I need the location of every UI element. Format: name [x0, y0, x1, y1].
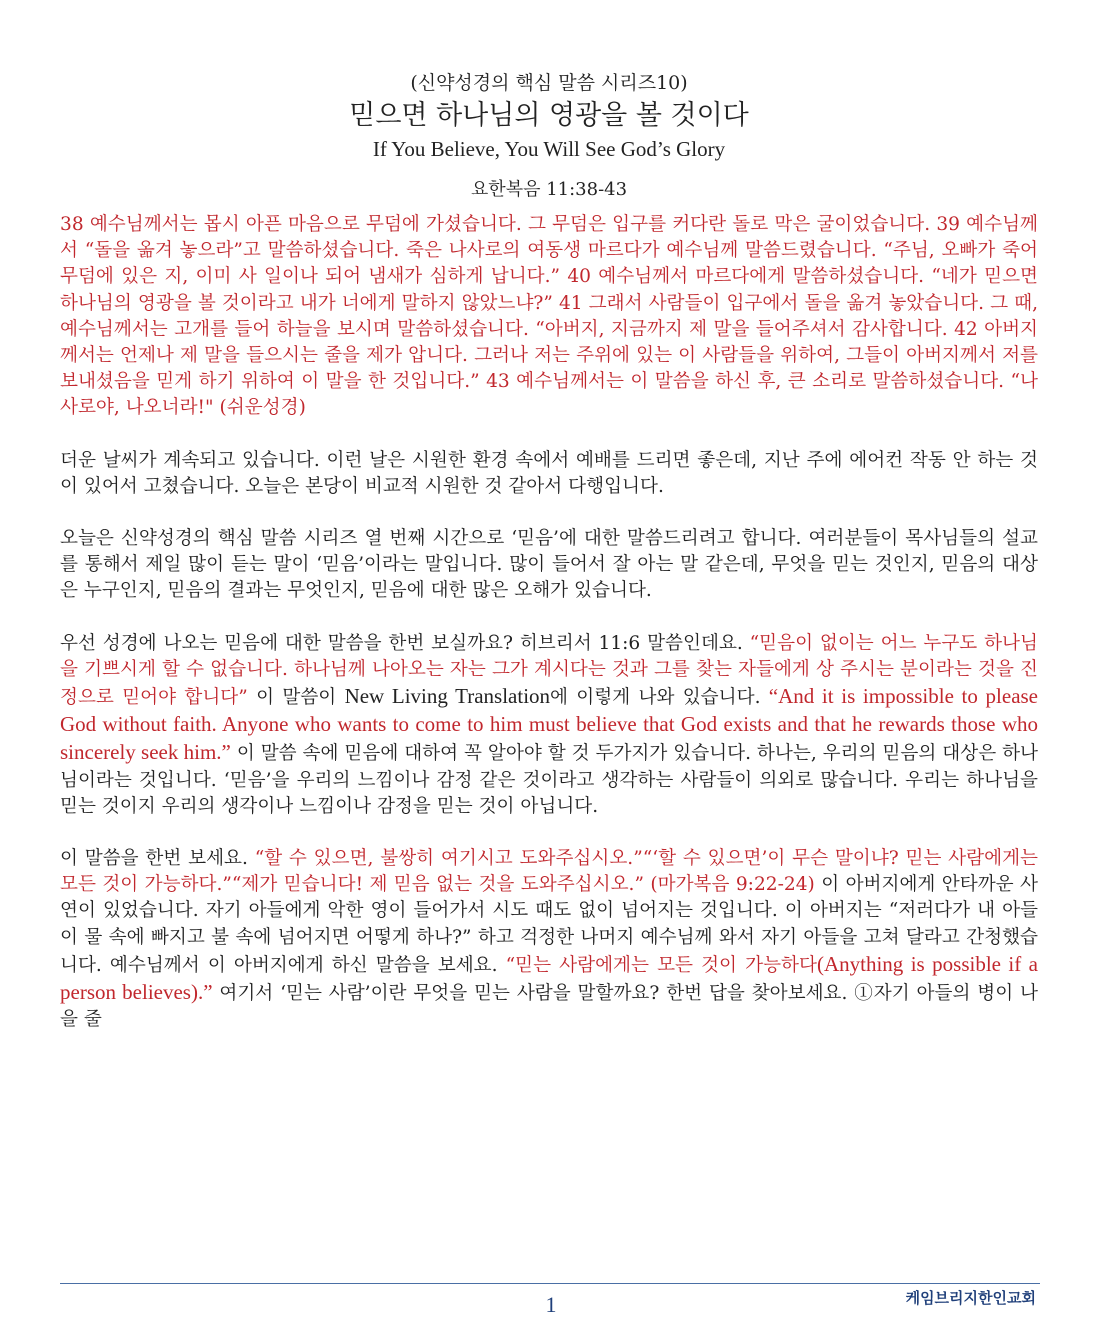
sermon-header	[60, 70, 1038, 204]
text-span: 이 말씀을 한번 보세요.	[60, 848, 255, 870]
quote-span: “할 수 있으면, 불쌍히 여기시고 도와주십시오.”“‘할 수 있으면’이 무슨 말이냐? 믿는 사람에게는 모든 것이 가능하다.”“제가 믿습니다! 제 믿음 없는 것을 도와주십시오.” (마가복음 9:22-24)	[60, 848, 1038, 896]
paragraph-2: 오늘은 신약성경의 핵심 말씀 시리즈 열 번째 시간으로 ‘믿음’에 대한 말씀드리려고 합니다. 여러분들이 목사님들의 설교를 통해서 제일 많이 듣는 말이 ‘믿음’이라는 말입니다. 많이 들어서 잘 아는 말 같은데, 무엇을 믿는 것인지, 믿음의 대상은 누구인지, 믿음의 결과는 무엇인지, 믿음에 대한 많은 오해가 있습니다.	[60, 528, 1038, 602]
church-name: 케임브리지한인교회	[905, 1289, 1036, 1307]
page-number: 1	[545, 1292, 557, 1317]
series-label: (신약성경의 핵심 말씀 시리즈10)	[410, 72, 688, 94]
scripture-passage: 38 예수님께서는 몹시 아픈 마음으로 무덤에 가셨습니다. 그 무덤은 입구를 커다란 돌로 막은 굴이었습니다. 39 예수님께서 “돌을 옮겨 놓으라”고 말씀하셨습니다. 죽은 나사로의 여동생 마르다가 예수님께 말씀드렸습니다. “주님, 오빠가 죽어 무덤에 있은 지, 이미 사 일이나 되어 냄새가 심하게 납니다.” 40 예수님께서 마르다에게 말씀하셨습니다. “네가 믿으면 하나님의 영광을 볼 것이라고 내가 너에게 말하지 않았느냐?” 41 그래서 사람들이 입구에서 돌을 옮겨 놓았습니다. 그 때, 예수님께서는 고개를 들어 하늘을 보시며 말씀하셨습니다. “아버지, 지금까지 제 말을 들어주셔서 감사합니다. 42 아버지께서는 언제나 제 말을 들으시는 줄을 제가 압니다. 그러나 저는 주위에 있는 이 사람들을 위하여, 그들이 아버지께서 저를 보내셨음을 믿게 하기 위하여 이 말을 한 것입니다.” 43 예수님께서는 이 말씀을 하신 후, 큰 소리로 말씀하셨습니다. “나사로야, 나오너라!" (쉬운성경)	[60, 214, 1038, 419]
text-span: 이 말씀이	[247, 687, 345, 709]
text-span: 에 이렇게 나와 있습니다.	[550, 687, 769, 709]
text-span: 이 말씀 속에 믿음에 대하여 꼭 알아야 할 것 두가지가 있습니다. 하나는, 우리의 믿음의 대상은 하나님이라는 것입니다. ‘믿음’을 우리의 느낌이나 감정 같은 것이라고 생각하는 사람들이 의외로 많습니다. 우리는 하나님을 믿는 것이지 우리의 생각이나 느낌이나 감정을 믿는 것이 아닙니다.	[60, 743, 1039, 817]
english-quote: (Anything is possible if a person believes).”	[60, 951, 1038, 1005]
quote-span: “믿음이 없이는 어느 누구도 하나님을 기쁘시게 할 수 없습니다. 하나님께 나아오는 자는 그가 계시다는 것과 그를 찾는 자들에게 상 주시는 분이라는 것을 진정으로 믿어야 합니다”	[60, 632, 1038, 709]
scripture-reference: 요한복음 11:38-43	[470, 179, 628, 200]
document-page	[60, 70, 1038, 1059]
text-span: 여기서 ‘믿는 사람’이란 무엇을 믿는 사람을 말할까요? 한번 답을 찾아보세요. ①자기 아들의 병이 나을 줄	[60, 983, 1038, 1031]
footer-divider	[60, 1283, 1040, 1284]
sermon-body	[60, 212, 1038, 1033]
paragraph-3	[60, 631, 1038, 820]
paragraph-1: 더운 날씨가 계속되고 있습니다. 이런 날은 시원한 환경 속에서 예배를 드리면 좋은데, 지난 주에 에어컨 작동 안 하는 것이 있어서 고쳤습니다. 오늘은 본당이 비교적 시원한 것 같아서 다행입니다.	[60, 449, 1038, 497]
text-span: 우선 성경에 나오는 믿음에 대한 말씀을 한번 보실까요? 히브리서 11:6 말씀인데요.	[60, 632, 750, 654]
quote-span: “믿는 사람에게는 모든 것이 가능하다	[505, 954, 817, 976]
english-quote: “And it is impossible to please God without faith. Anyone who wants to come to him must believe that God exists and that he rewards those who sincerely seek him.”	[60, 684, 1039, 765]
paragraph-4	[60, 846, 1038, 1033]
text-span: 이 아버지에게 안타까운 사연이 있었습니다. 자기 아들에게 악한 영이 들어가서 시도 때도 없이 넘어지는 것입니다. 이 아버지는 “저러다가 내 아들이 물 속에 빠지고 불 속에 넘어지면 어떻게 하나?” 하고 걱정한 나머지 예수님께 와서 자기 아들을 고쳐 달라고 간청했습니다. 예수님께서 이 아버지에게 하신 말씀을 보세요.	[60, 874, 1038, 976]
sermon-title: 믿으면 하나님의 영광을 볼 것이다	[349, 100, 749, 131]
translation-name: New Living Translation	[344, 684, 551, 709]
sermon-subtitle: If You Believe, You Will See God’s Glory	[372, 137, 726, 161]
